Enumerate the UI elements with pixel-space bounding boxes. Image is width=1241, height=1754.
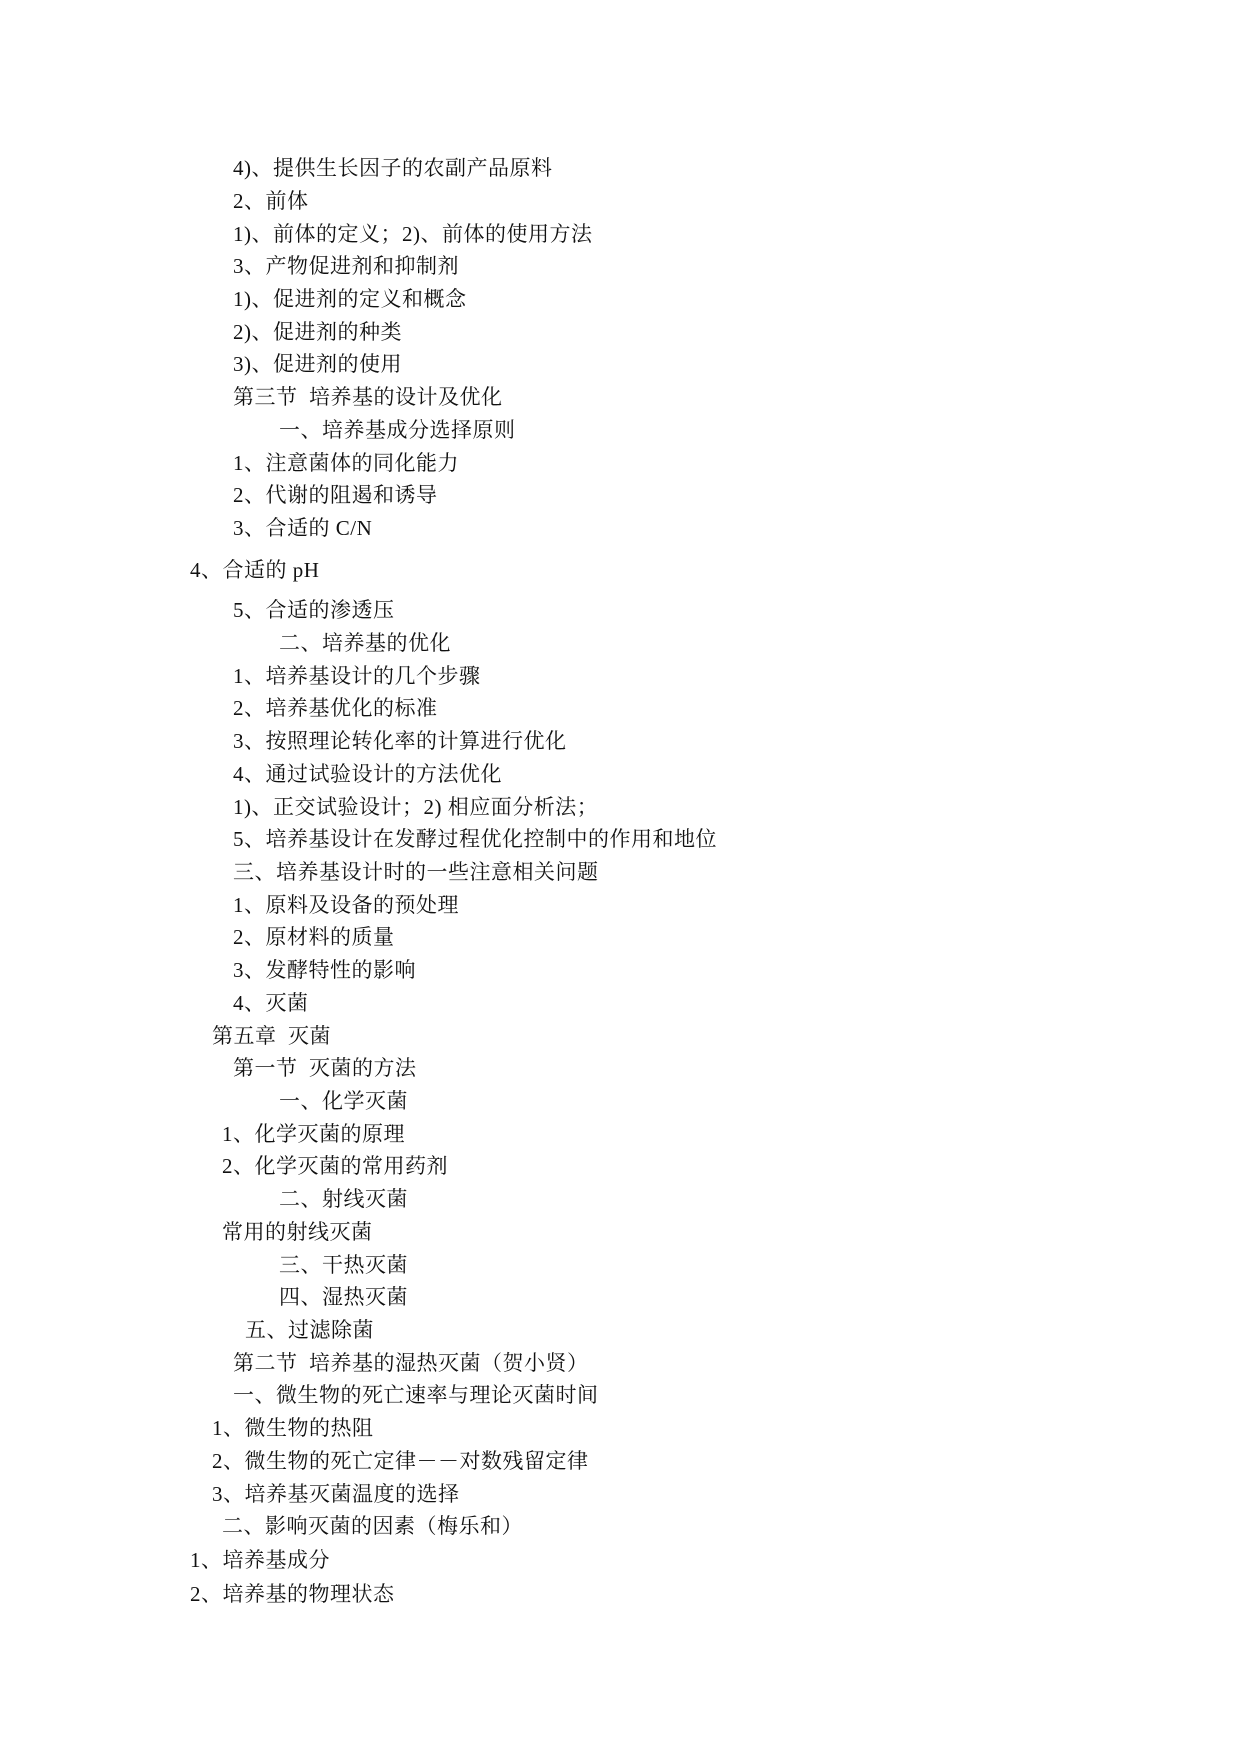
outline-line: 1)、促进剂的定义和概念	[233, 287, 467, 311]
outline-line: 2、培养基优化的标准	[233, 696, 438, 720]
outline-line: 2、代谢的阻遏和诱导	[233, 483, 438, 507]
outline-line: 1、培养基成分	[190, 1548, 330, 1572]
subsection-heading: 二、射线灭菌	[279, 1187, 408, 1211]
outline-line: 3、培养基灭菌温度的选择	[212, 1482, 460, 1506]
section-heading: 第二节 培养基的湿热灭菌（贺小贤）	[233, 1351, 589, 1375]
section-heading: 第一节 灭菌的方法	[233, 1056, 417, 1080]
outline-line: 3)、促进剂的使用	[233, 352, 402, 376]
outline-line: 5、合适的渗透压	[233, 598, 395, 622]
outline-line: 1、微生物的热阻	[212, 1416, 374, 1440]
outline-line: 1、培养基设计的几个步骤	[233, 664, 481, 688]
outline-line: 2、微生物的死亡定律－－对数残留定律	[212, 1449, 589, 1473]
subsection-heading: 三、培养基设计时的一些注意相关问题	[233, 860, 599, 884]
subsection-heading: 五、过滤除菌	[245, 1318, 374, 1342]
subsection-heading: 二、培养基的优化	[279, 631, 451, 655]
subsection-heading: 一、培养基成分选择原则	[279, 418, 516, 442]
outline-line: 1、化学灭菌的原理	[222, 1122, 405, 1146]
outline-line: 5、培养基设计在发酵过程优化控制中的作用和地位	[233, 827, 717, 851]
outline-line: 4、通过试验设计的方法优化	[233, 762, 502, 786]
section-heading: 第三节 培养基的设计及优化	[233, 385, 503, 409]
outline-line: 2、化学灭菌的常用药剂	[222, 1154, 448, 1178]
outline-line: 3、发酵特性的影响	[233, 958, 416, 982]
outline-line: 2、培养基的物理状态	[190, 1582, 395, 1606]
outline-line: 4、合适的 pH	[190, 558, 320, 582]
outline-line: 1)、前体的定义；2)、前体的使用方法	[233, 222, 593, 246]
outline-line: 4)、提供生长因子的农副产品原料	[233, 156, 553, 180]
subsection-heading: 四、湿热灭菌	[279, 1285, 408, 1309]
outline-line: 2)、促进剂的种类	[233, 320, 402, 344]
outline-line: 1、原料及设备的预处理	[233, 893, 459, 917]
subsection-heading: 三、干热灭菌	[279, 1253, 408, 1277]
chapter-heading: 第五章 灭菌	[212, 1024, 331, 1048]
subsection-heading: 一、微生物的死亡速率与理论灭菌时间	[233, 1383, 599, 1407]
subsection-heading: 一、化学灭菌	[279, 1089, 408, 1113]
outline-line: 3、产物促进剂和抑制剂	[233, 254, 459, 278]
outline-line: 1、注意菌体的同化能力	[233, 451, 459, 475]
subsection-heading: 二、影响灭菌的因素（梅乐和）	[222, 1514, 523, 1538]
outline-line: 3、按照理论转化率的计算进行优化	[233, 729, 567, 753]
outline-line: 4、灭菌	[233, 991, 309, 1015]
outline-line: 2、前体	[233, 189, 309, 213]
outline-line: 3、合适的 C/N	[233, 516, 373, 540]
outline-line: 常用的射线灭菌	[222, 1220, 373, 1244]
outline-line: 2、原材料的质量	[233, 925, 395, 949]
outline-line: 1)、正交试验设计；2) 相应面分析法；	[233, 795, 599, 819]
